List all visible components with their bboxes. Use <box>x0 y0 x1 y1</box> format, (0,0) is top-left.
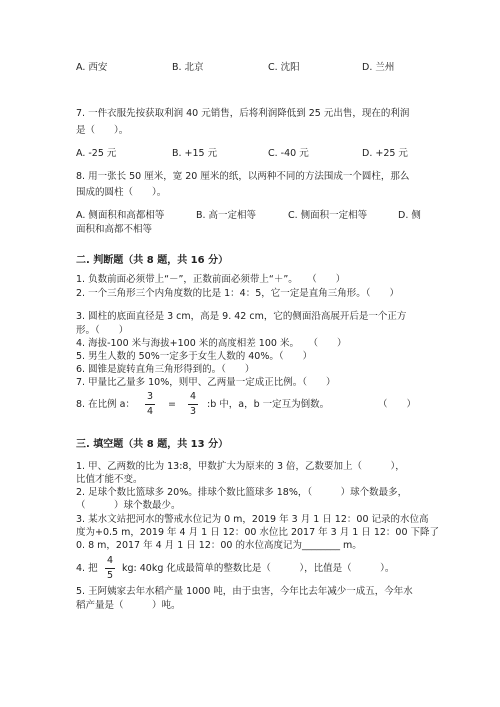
fill-q4-prefix: 4. 把 <box>76 563 98 574</box>
fill-q2-line1: 2. 足球个数比篮球多 20%。排球个数比篮球多 18%，（ ）球个数最多， <box>76 487 408 498</box>
judge-q8-suffix: :b 中，a，b 一定互为倒数。 <box>207 399 330 410</box>
q7-stem-line1: 7. 一件衣服先按获取利润 40 元销售，后将利润降低到 25 元出售，现在的利润 <box>76 108 410 119</box>
fraction-1-denominator: 4 <box>146 406 154 417</box>
fill-q1-line2: 比值才能不变。 <box>76 474 143 485</box>
fill-q5-line2: 稻产量是（ ）吨。 <box>76 600 181 611</box>
fill-q3-line3: 0. 8 m，2017 年 4 月 1 日 12：00 的水位高度记为________ m。 <box>76 540 362 551</box>
fill-q3-line1: 3. 某水文站把河水的警戒水位记为 0 m，2019 年 3 月 1 日 12：00 记录的水位高 <box>76 514 429 525</box>
q7-option-c: C. -40 元 <box>268 148 309 159</box>
judge-q3-line2: 形。（ ） <box>76 325 129 336</box>
judge-q7: 7. 甲量比乙量多 10%，则甲、乙两量一定成正比例。（ ） <box>76 377 336 388</box>
fraction-1-numerator: 3 <box>146 391 154 402</box>
fraction-1-bar <box>145 404 155 405</box>
judge-q2: 2. 一个三角形三个内角度数的比是 1：4：5，它一定是直角三角形。（ ） <box>76 288 399 299</box>
fill-q4-fraction-denominator: 5 <box>106 570 114 581</box>
q7-option-d: D. +25 元 <box>362 148 408 159</box>
fraction-2-bar <box>188 404 198 405</box>
fill-q1-line1: 1. 甲、乙两数的比为 13:8，甲数扩大为原来的 3 倍，乙数要加上（ ）， <box>76 461 405 472</box>
q7-option-b: B. +15 元 <box>172 148 218 159</box>
q7-option-a: A. -25 元 <box>76 148 117 159</box>
fraction-2-denominator: 3 <box>189 406 197 417</box>
q6-option-b: B. 北京 <box>172 62 204 73</box>
q8-option-d: D. 侧 <box>398 210 421 221</box>
equals-sign: = <box>168 399 176 410</box>
q8-option-d-wrap: 面积和高都不相等 <box>76 224 153 235</box>
section-2-title: 二. 判断题（共 8 题，共 16 分） <box>76 255 229 266</box>
q8-stem-line1: 8. 用一张长 50 厘米，宽 20 厘米的纸，以两种不同的方法围成一个圆柱，那么 <box>76 171 410 182</box>
fill-q5-line1: 5. 王阿姨家去年水稻产量 1000 吨，由于虫害，今年比去年减少一成五，今年水 <box>76 586 413 597</box>
fraction-2-numerator: 4 <box>189 391 197 402</box>
fill-q4-fraction-bar <box>105 568 115 569</box>
q8-option-b: B. 高一定相等 <box>196 210 257 221</box>
fill-q4-fraction-numerator: 4 <box>106 555 114 566</box>
section-3-title: 三. 填空题（共 8 题，共 13 分） <box>76 439 229 450</box>
judge-q8-prefix: 8. 在比例 a： <box>76 399 135 410</box>
q6-option-a: A. 西安 <box>76 62 108 73</box>
q7-stem-line2: 是（ ）。 <box>76 125 129 136</box>
judge-q1: 1. 负数前面必须带上“－”，正数前面必须带上“＋”。 （ ） <box>76 274 346 285</box>
judge-q8-paren: （ ） <box>378 399 417 410</box>
q8-option-c: C. 侧面积一定相等 <box>288 210 368 221</box>
q6-option-d: D. 兰州 <box>362 62 395 73</box>
judge-q3-line1: 3. 圆柱的底面直径是 3 cm，高是 9. 42 cm，它的侧面沿高展开后是一个正方 <box>76 311 407 322</box>
fill-q3-line2: 度为+0.5 m，2019 年 4 月 1 日 12：00 水位比 2017 年 3 月 1 日 12：00 下降了 <box>76 527 440 538</box>
judge-q5: 5. 男生人数的 50%一定多于女生人数的 40%。（ ） <box>76 351 313 362</box>
judge-q6: 6. 圆锥是旋转直角三角形得到的。（ ） <box>76 364 255 375</box>
judge-q4: 4. 海拔-100 米与海拔+100 米的高度相差 100 米。 （ ） <box>76 338 347 349</box>
fill-q2-line2: （ ）球个数最少。 <box>76 500 181 511</box>
q8-stem-line2: 围成的圆柱（ ）。 <box>76 187 167 198</box>
fill-q4-suffix: kg: 40kg 化成最简单的整数比是（ ），比值是（ ）。 <box>122 563 395 574</box>
q6-option-c: C. 沈阳 <box>268 62 300 73</box>
q8-option-a: A. 侧面积和高都相等 <box>76 210 165 221</box>
